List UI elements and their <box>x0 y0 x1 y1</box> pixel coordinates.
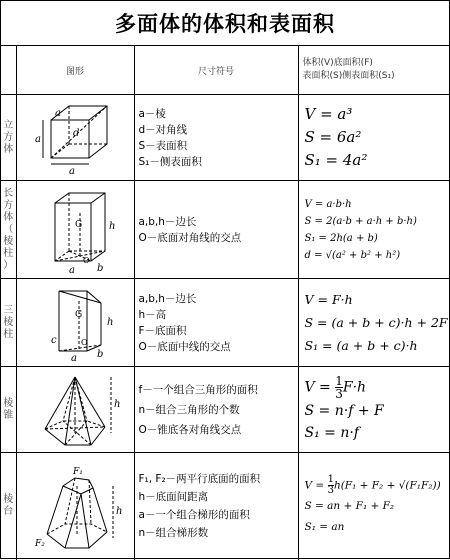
formula-table <box>1 46 449 560</box>
cube-edge-label-bottom: a <box>69 165 75 177</box>
cube-diagram <box>25 98 125 178</box>
prism-edge-a-label: a <box>71 352 77 364</box>
prism-center-label: G <box>75 309 83 320</box>
header-figure: 图形 <box>16 46 134 95</box>
symbols-cuboid: a,b,h－边长 O－底面对角线的交点 <box>134 181 298 279</box>
table-row-prism <box>1 279 449 367</box>
row-name-cuboid: 长 方 体 （ 棱 柱 ） <box>1 181 16 279</box>
header-formulas <box>298 46 449 95</box>
symbols-frustum: F₁, F₂－两平行底面的面积 h－底面间距离 a－一个组合梯形的面积 n－组合梯形数 <box>134 453 298 560</box>
row-name-cube: 立 方 体 <box>1 95 16 181</box>
frustum-diagram <box>25 456 125 556</box>
formulas-pyramid: V = $\frac{1}{3}$ F·h S = n·f + F S₁ = n·f <box>298 367 449 453</box>
one-third-fraction: $\frac{1}{3}$ <box>335 374 343 401</box>
cuboid-base-point-label: O <box>83 255 90 265</box>
prism-edge-b-label: b <box>97 348 104 360</box>
pyramid-diagram <box>25 369 125 451</box>
frustum-bottom-area-label: F₂ <box>35 539 45 550</box>
prism-figure <box>16 279 134 367</box>
table-row-cuboid <box>1 181 449 279</box>
one-third-fraction: $\frac{1}{3}$ <box>327 473 334 496</box>
symbols-cube: a－棱 d－对角线 S－表面积 S₁－侧表面积 <box>134 95 298 181</box>
cube-diagonal-label: d <box>73 127 80 139</box>
formulas-frustum: V = $\frac{1}{3}$ h(F₁ + F₂ + √(F₁F₂)) S = an + F₁ + F₂ S₁ = an <box>298 453 449 560</box>
cuboid-figure <box>16 181 134 279</box>
header-formulas-line2: 表面积(S)侧表面积(S₁) <box>302 71 395 81</box>
frustum-volume-formula: V = $\frac{1}{3}$ h(F₁ + F₂ + √(F₁F₂)) <box>304 473 441 496</box>
prism-height-label: h <box>107 316 114 328</box>
cube-edge-label-top: a <box>55 107 61 119</box>
prism-base-point-label: O <box>81 337 88 347</box>
frustum-top-area-label: F₁ <box>73 467 83 478</box>
row-name-frustum: 棱 台 <box>1 453 16 560</box>
row-name-pyramid: 棱 锥 <box>1 367 16 453</box>
cube-figure <box>16 95 134 181</box>
frustum-figure <box>16 453 134 560</box>
table-row-cube <box>1 95 449 181</box>
prism-diagram <box>25 281 125 365</box>
pyramid-volume-formula: V = $\frac{1}{3}$ F·h <box>304 374 367 401</box>
cube-edge-label-left: a <box>35 133 41 145</box>
frustum-height-label: h <box>116 506 123 518</box>
pyramid-height-label: h <box>114 398 121 410</box>
table-row-pyramid <box>1 367 449 453</box>
header-empty-cell <box>1 46 16 95</box>
cuboid-height-label: h <box>109 220 116 232</box>
header-symbols: 尺寸符号 <box>134 46 298 95</box>
cuboid-width-label: b <box>97 262 104 274</box>
row-name-prism: 三 棱 柱 <box>1 279 16 367</box>
table-header-row <box>1 46 449 95</box>
cuboid-length-label: a <box>69 264 75 276</box>
symbols-prism: a,b,h－边长 h－高 F－底面积 O－底面中线的交点 <box>134 279 298 367</box>
table-row-frustum <box>1 453 449 560</box>
formulas-cube: V = a³ S = 6a² S₁ = 4a² <box>298 95 449 181</box>
pyramid-figure <box>16 367 134 453</box>
symbols-pyramid: f－一个组合三角形的面积 n－组合三角形的个数 O－锥底各对角线交点 <box>134 367 298 453</box>
formulas-cuboid: V = a·b·h S = 2(a·b + a·h + b·h) S₁ = 2h(a + b) d = √(a² + b² + h²) <box>298 181 449 279</box>
prism-edge-c-label: c <box>51 334 57 346</box>
formulas-prism: V = F·h S = (a + b + c)·h + 2F S₁ = (a + b + c)·h <box>298 279 449 367</box>
header-formulas-line1: 体积(V)底面积(F) <box>302 58 373 68</box>
cuboid-diagram <box>25 183 125 277</box>
page-title: 多面体的体积和表面积 <box>1 1 449 46</box>
cuboid-center-label: G <box>75 219 83 230</box>
